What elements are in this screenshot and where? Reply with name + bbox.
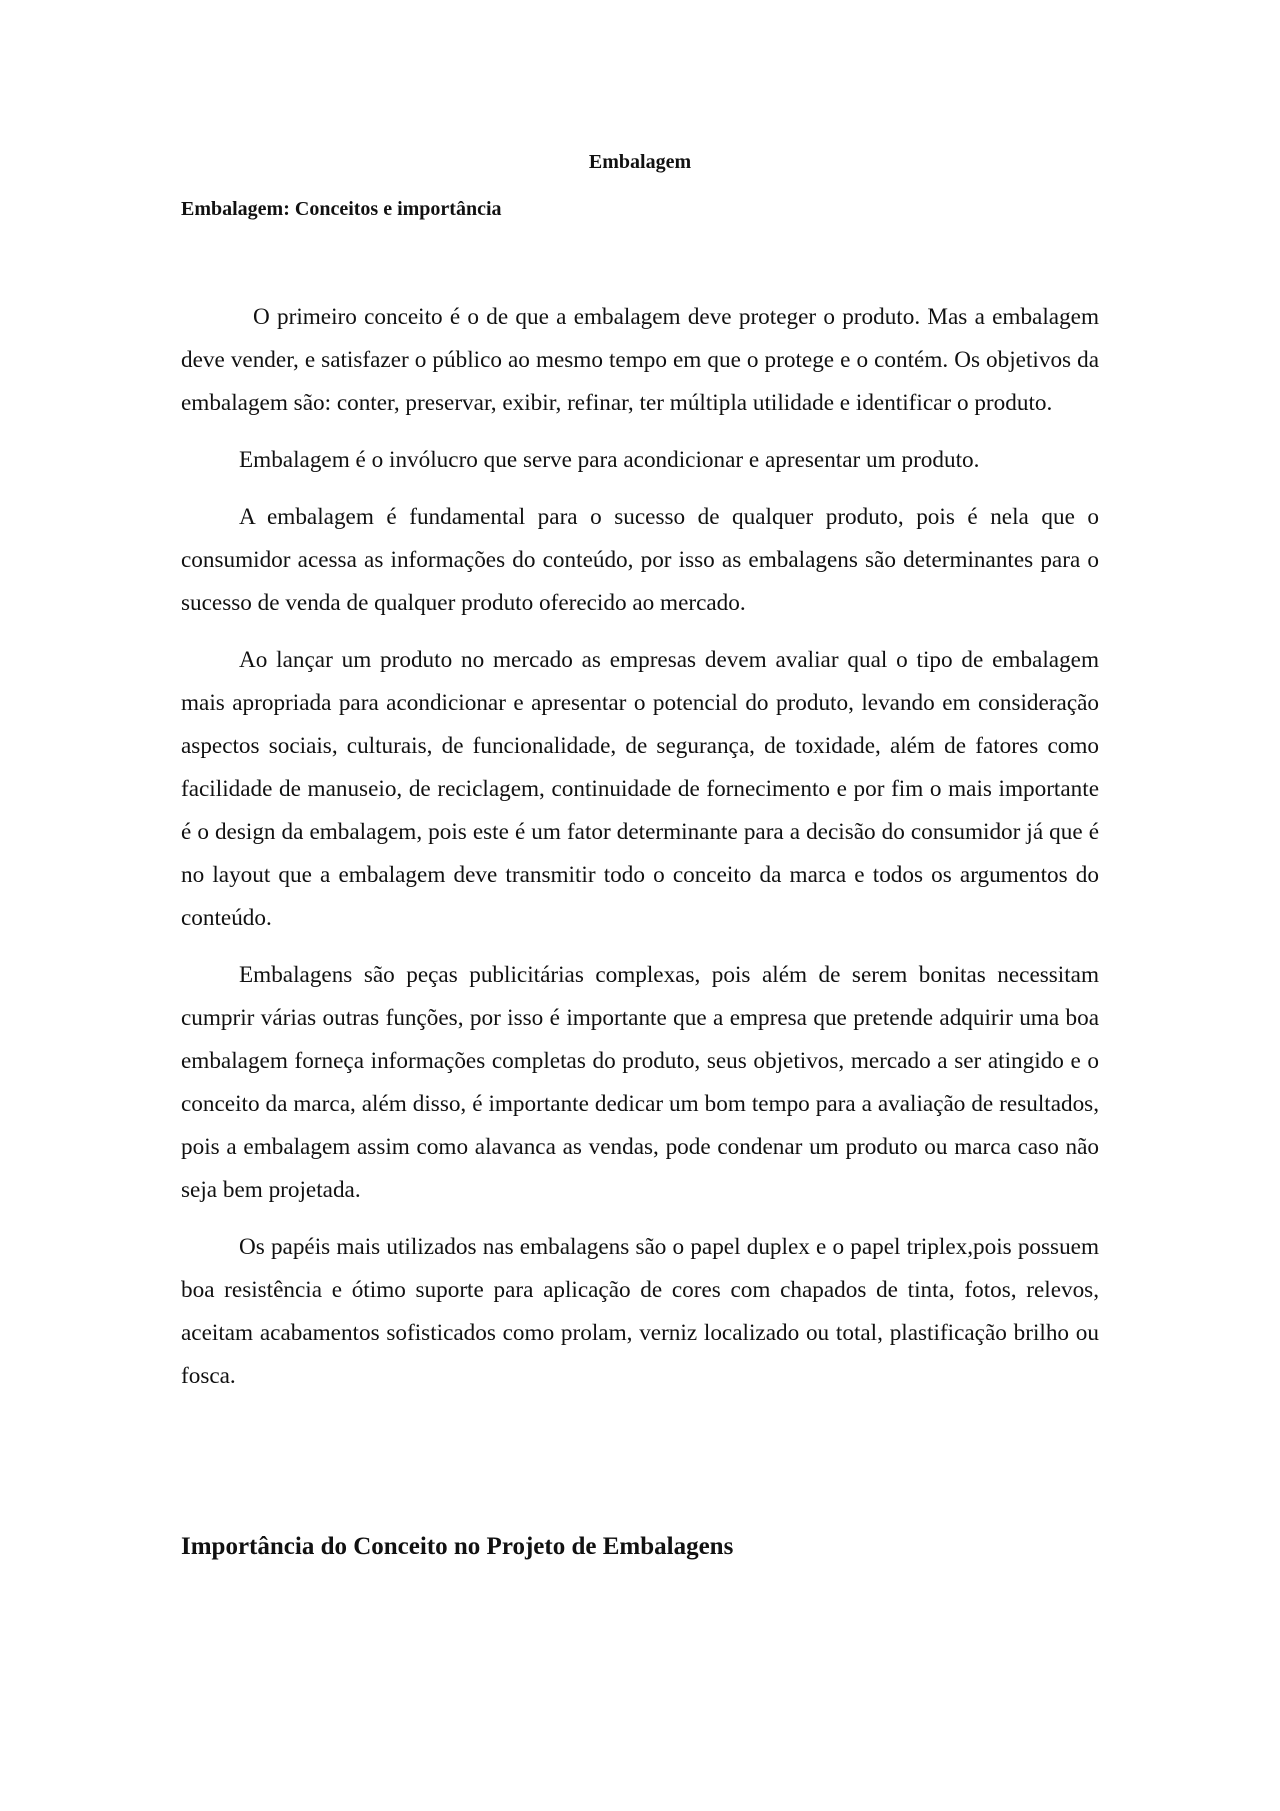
paragraph: O primeiro conceito é o de que a embalagem deve proteger o produto. Mas a embalagem deve vender, e satisfazer o público ao mesmo tempo em que o protege e o contém. Os objetivos da embalagem são: conter, preservar, exibir, refinar, ter múltipla utilidade e identificar o produto. bbox=[181, 304, 1099, 416]
paragraph: Ao lançar um produto no mercado as empresas devem avaliar qual o tipo de embalagem mais apropriada para acondicionar e apresentar o potencial do produto, levando em consideração aspectos sociais, culturais, de funcionalidade, de segurança, de toxidade, além de fatores como facilidade de manuseio, de reciclagem, continuidade de fornecimento e por fim o mais importante é o design da embalagem, pois este é um fator determinante para a decisão do consumidor já que é no layout que a embalagem deve transmitir todo o conceito da marca e todos os argumentos do conteúdo. bbox=[181, 647, 1099, 931]
paragraph: Embalagens são peças publicitárias complexas, pois além de serem bonitas necessitam cumprir várias outras funções, por isso é importante que a empresa que pretende adquirir uma boa embalagem forneça informações completas do produto, seus objetivos, mercado a ser atingido e o conceito da marca, além disso, é importante dedicar um bom tempo para a avaliação de resultados, pois a embalagem assim como alavanca as vendas, pode condenar um produto ou marca caso não seja bem projetada. bbox=[181, 962, 1099, 1203]
paragraph: Embalagem é o invólucro que serve para acondicionar e apresentar um produto. bbox=[239, 447, 980, 473]
paragraph: Os papéis mais utilizados nas embalagens são o papel duplex e o papel triplex,pois possuem boa resistência e ótimo suporte para aplicação de cores com chapados de tinta, fotos, relevos, aceitam acabamentos sofisticados como prolam, verniz localizado ou total, plastificação brilho ou fosca. bbox=[181, 1234, 1099, 1389]
document-title: Embalagem bbox=[588, 151, 692, 173]
section-heading: Importância do Conceito no Projeto de Embalagens bbox=[181, 1533, 734, 1560]
document-subtitle: Embalagem: Conceitos e importância bbox=[181, 198, 502, 220]
document-body bbox=[181, 296, 1099, 1412]
paragraph: A embalagem é fundamental para o sucesso de qualquer produto, pois é nela que o consumidor acessa as informações do conteúdo, por isso as embalagens são determinantes para o sucesso de venda de qualquer produto oferecido ao mercado. bbox=[181, 504, 1099, 616]
